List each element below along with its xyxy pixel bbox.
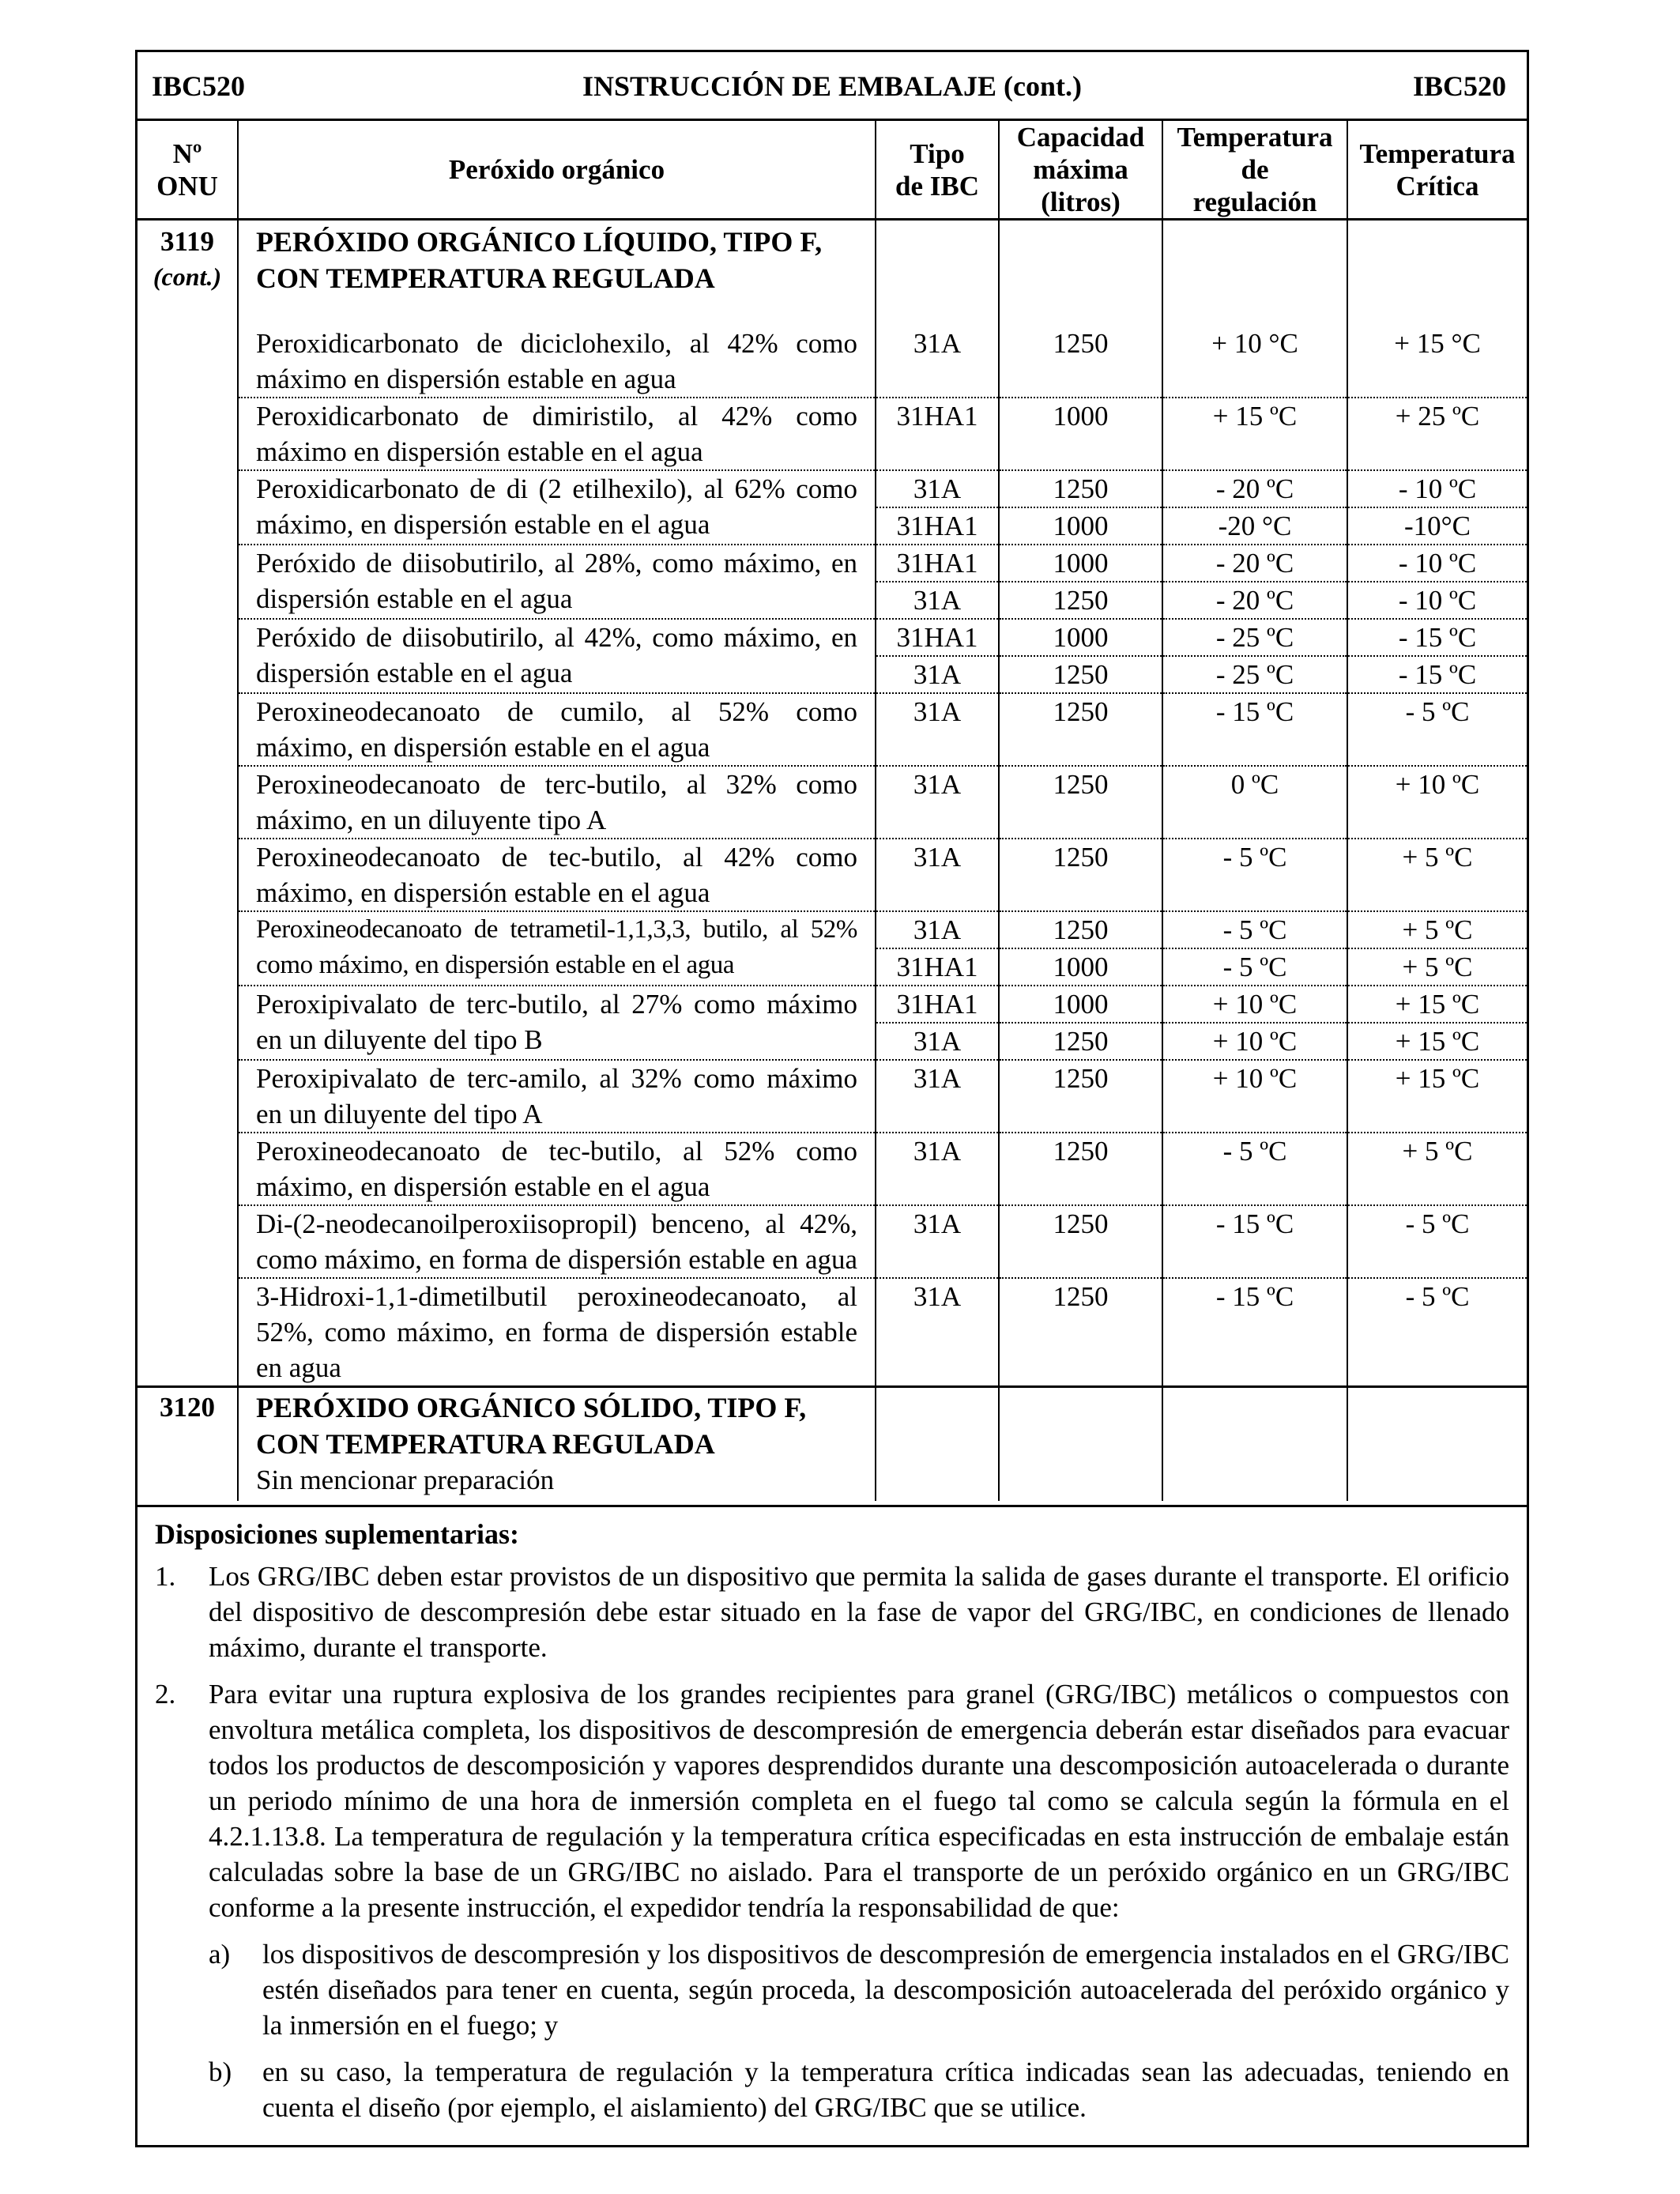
control-temperature-cell: - 20 ºC -20 °C: [1162, 470, 1347, 545]
ibc-type-cell: 31HA1: [876, 398, 999, 470]
table-row: [137, 693, 1527, 766]
critical-temperature-cell: + 5 ºC: [1347, 839, 1527, 911]
ibc-type-cell: 31A: [876, 326, 999, 398]
provision-subitem: a) los dispositivos de descompresión y los dispositivos de descompresión de emergencia instalados en el GRG/IBC estén diseñados para tener en cuenta, según proceda, la descomposición autoacelerada del peróxido orgánico y la inmersión en el fuego; y: [209, 1939, 1509, 2041]
critical-temperature-cell: - 5 ºC: [1347, 693, 1527, 766]
max-capacity-cell: 1000 1250: [999, 545, 1162, 619]
max-capacity-cell: 1250 1000: [999, 911, 1162, 986]
max-capacity-cell: 1250: [999, 839, 1162, 911]
peroxide-name: Peroxidicarbonato de diciclohexilo, al 42% como máximo en dispersión estable en agua: [238, 326, 876, 398]
max-capacity-cell: 1250: [999, 1205, 1162, 1278]
max-capacity-cell: 1000: [999, 398, 1162, 470]
ibc-type-cell: 31A: [876, 839, 999, 911]
control-temperature-cell: - 25 ºC - 25 ºC: [1162, 619, 1347, 693]
peroxide-name: 3-Hidroxi-1,1-dimetilbutil peroxineodecanoato, al 52%, como máximo, en forma de dispersión estable en agua: [238, 1278, 876, 1387]
peroxide-name: Peroxineodecanoato de tetrametil-1,1,3,3, butilo, al 52% como máximo, en dispersión estable en el agua: [238, 911, 876, 986]
instruction-code-right: IBC520: [1412, 70, 1506, 102]
critical-temperature-cell: - 10 ºC - 10 ºC: [1347, 545, 1527, 619]
ibc-type-cell: 31A: [876, 1060, 999, 1133]
peroxide-name: Peroxidicarbonato de di (2 etilhexilo), al 62% como máximo, en dispersión estable en el agua: [238, 470, 876, 545]
ibc-type-cell: 31A 31HA1: [876, 470, 999, 545]
peroxide-name: Peroxidicarbonato de dimiristilo, al 42% como máximo en dispersión estable en el agua: [238, 398, 876, 470]
critical-temperature-cell: + 25 ºC: [1347, 398, 1527, 470]
max-capacity-cell: 1250: [999, 326, 1162, 398]
control-temperature-cell: + 15 ºC: [1162, 398, 1347, 470]
provision-item: 1. Los GRG/IBC deben estar provistos de un dispositivo que permita la salida de gases durante el transporte. El orificio del dispositivo de descompresión debe estar situado en la fase de vapor del GRG/IBC, en condiciones de llenado máximo, durante el transporte.: [155, 1561, 1509, 1663]
critical-temperature-cell: + 5 ºC + 5 ºC: [1347, 911, 1527, 986]
instruction-header: [137, 52, 1527, 121]
critical-temperature-cell: + 15 °C: [1347, 326, 1527, 398]
provision-item: 2. Para evitar una ruptura explosiva de los grandes recipientes para granel (GRG/IBC) metálicos o compuestos con envoltura metálica completa, los dispositivos de descompresión de emergencia deberán estar diseñados para evacuar todos los productos de descomposición y vapores desprendidos durante una descomposición autoacelerada o durante un periodo mínimo de una hora de inmersión completa en el fuego tal como se calcula según la fórmula en el 4.2.1.13.8. La temperatura de regulación y la temperatura crítica especificadas en esta instrucción de embalaje están calculadas sobre la base de un GRG/IBC no aislado. Para el transporte de un peróxido orgánico en un GRG/IBC conforme a la presente instrucción, el expedidor tendría la responsabilidad de que:: [155, 1679, 1509, 1923]
peroxide-name: Peróxido de diisobutirilo, al 28%, como máximo, en dispersión estable en el agua: [238, 545, 876, 619]
table-row: [137, 911, 1527, 986]
ibc-type-cell: 31HA1 31A: [876, 986, 999, 1060]
peroxide-name: Peróxido de diisobutirilo, al 42%, como máximo, en dispersión estable en el agua: [238, 619, 876, 693]
table-row: [137, 619, 1527, 693]
control-temperature-cell: - 15 ºC: [1162, 1205, 1347, 1278]
ibc-type-cell: 31A: [876, 766, 999, 839]
control-temperature-cell: - 20 ºC - 20 ºC: [1162, 545, 1347, 619]
critical-temperature-cell: + 5 ºC: [1347, 1133, 1527, 1205]
table-row: [137, 470, 1527, 545]
table-row: [137, 986, 1527, 1060]
max-capacity-cell: 1000 1250: [999, 619, 1162, 693]
control-temperature-cell: - 15 ºC: [1162, 693, 1347, 766]
control-temperature-cell: - 5 ºC: [1162, 839, 1347, 911]
table-row: [137, 1205, 1527, 1278]
max-capacity-cell: 1250: [999, 1133, 1162, 1205]
table-row: [137, 1133, 1527, 1205]
continued-label: (cont.): [153, 262, 222, 291]
packing-instruction-frame: [135, 50, 1529, 2147]
max-capacity-cell: 1250 1000: [999, 470, 1162, 545]
peroxide-name: Peroxineodecanoato de tec-butilo, al 52% como máximo, en dispersión estable en el agua: [238, 1133, 876, 1205]
peroxide-table: [137, 121, 1527, 1501]
col-header-onu: Nº ONU: [137, 121, 238, 220]
col-header-capacity: Capacidad máxima (litros): [999, 121, 1162, 220]
peroxide-name: Peroxineodecanoato de terc-butilo, al 32% como máximo, en un diluyente tipo A: [238, 766, 876, 839]
critical-temperature-cell: - 5 ºC: [1347, 1205, 1527, 1278]
critical-temperature-cell: + 15 ºC: [1347, 1060, 1527, 1133]
ibc-type-cell: 31A: [876, 1133, 999, 1205]
table-row: [137, 1060, 1527, 1133]
table-row: [137, 545, 1527, 619]
critical-temperature-cell: - 5 ºC: [1347, 1278, 1527, 1387]
ibc-type-cell: 31A: [876, 1278, 999, 1387]
instruction-title: INSTRUCCIÓN DE EMBALAJE (cont.): [582, 70, 1083, 102]
control-temperature-cell: - 5 ºC - 5 ºC: [1162, 911, 1347, 986]
table-row: [137, 839, 1527, 911]
peroxide-name: Peroxineodecanoato de tec-butilo, al 42% como máximo, en dispersión estable en el agua: [238, 839, 876, 911]
instruction-code-left: IBC520: [152, 70, 246, 102]
supplementary-title: Disposiciones suplementarias:: [155, 1518, 520, 1550]
critical-temperature-cell: - 10 ºC -10°C: [1347, 470, 1527, 545]
control-temperature-cell: 0 ºC: [1162, 766, 1347, 839]
onu-number-3119: 3119 (cont.): [137, 220, 238, 1387]
max-capacity-cell: 1250: [999, 693, 1162, 766]
group-row-3120: [137, 1386, 1527, 1501]
critical-temperature-cell: - 15 ºC - 15 ºC: [1347, 619, 1527, 693]
ibc-type-cell: 31HA1 31A: [876, 619, 999, 693]
max-capacity-cell: 1000 1250: [999, 986, 1162, 1060]
control-temperature-cell: - 15 ºC: [1162, 1278, 1347, 1387]
peroxide-name: Di-(2-neodecanoilperoxiisopropil) benceno, al 42%, como máximo, en forma de dispersión estable en agua: [238, 1205, 876, 1278]
col-header-tipo: Tipo de IBC: [876, 121, 999, 220]
peroxide-name: Peroxipivalato de terc-butilo, al 27% como máximo en un diluyente del tipo B: [238, 986, 876, 1060]
ibc-type-cell: 31A: [876, 693, 999, 766]
provision-subitem: b) en su caso, la temperatura de regulación y la temperatura crítica indicadas sean las adecuadas, teniendo en cuenta el diseño (por ejemplo, el aislamiento) del GRG/IBC que se utilice.: [209, 2056, 1509, 2123]
col-header-critical-temp: Temperatura Crítica: [1347, 121, 1527, 220]
onu-number-3120: 3120: [137, 1386, 238, 1501]
col-header-control-temp: Temperatura de regulación: [1162, 121, 1347, 220]
control-temperature-cell: + 10 °C: [1162, 326, 1347, 398]
ibc-type-cell: 31A: [876, 1205, 999, 1278]
table-header-row: [137, 121, 1527, 220]
control-temperature-cell: + 10 ºC + 10 ºC: [1162, 986, 1347, 1060]
table-row: [137, 766, 1527, 839]
peroxide-name: Peroxipivalato de terc-amilo, al 32% como máximo en un diluyente del tipo A: [238, 1060, 876, 1133]
max-capacity-cell: 1250: [999, 766, 1162, 839]
table-row: [137, 398, 1527, 470]
ibc-type-cell: 31HA1 31A: [876, 545, 999, 619]
max-capacity-cell: 1250: [999, 1278, 1162, 1387]
group-title-3120: PERÓXIDO ORGÁNICO SÓLIDO, TIPO F, CON TEMPERATURA REGULADA Sin mencionar preparación: [238, 1386, 876, 1501]
critical-temperature-cell: + 15 ºC + 15 ºC: [1347, 986, 1527, 1060]
max-capacity-cell: 1250: [999, 1060, 1162, 1133]
group-subtitle-3120: Sin mencionar preparación: [256, 1464, 555, 1495]
group-row-3119: [137, 220, 1527, 326]
ibc-type-cell: 31A 31HA1: [876, 911, 999, 986]
control-temperature-cell: + 10 ºC: [1162, 1060, 1347, 1133]
group-title-3119: PERÓXIDO ORGÁNICO LÍQUIDO, TIPO F, CON TEMPERATURA REGULADA: [238, 220, 876, 326]
peroxide-name: Peroxineodecanoato de cumilo, al 52% como máximo, en dispersión estable en el agua: [238, 693, 876, 766]
control-temperature-cell: - 5 ºC: [1162, 1133, 1347, 1205]
table-row: [137, 326, 1527, 398]
table-row: [137, 1278, 1527, 1387]
supplementary-provisions: [137, 1505, 1527, 2136]
critical-temperature-cell: + 10 ºC: [1347, 766, 1527, 839]
col-header-name: Peróxido orgánico: [238, 121, 876, 220]
